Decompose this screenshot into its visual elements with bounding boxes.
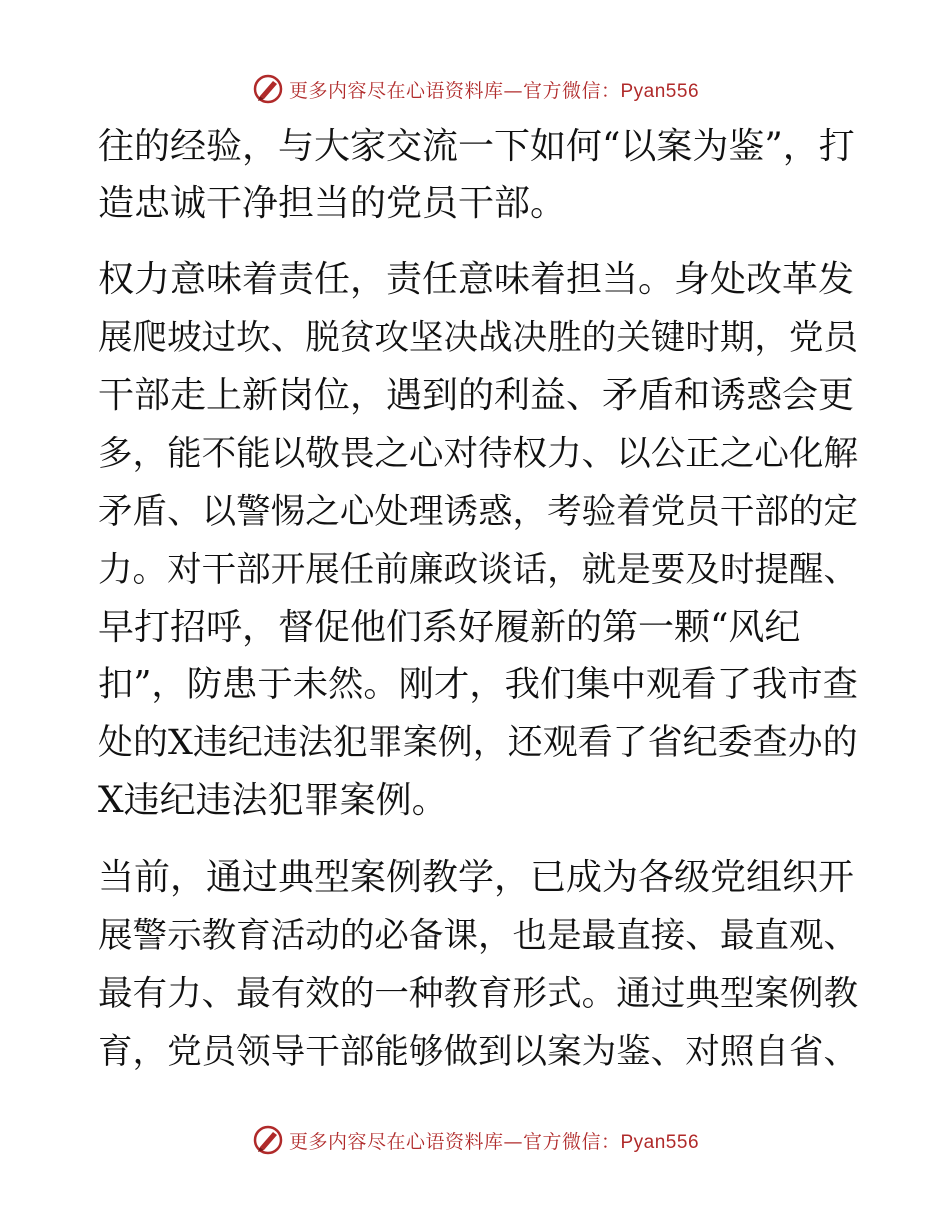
text-line: 展警示教育活动的必备课，也是最直接、最直观、 xyxy=(98,916,859,956)
text-line: 扣”，防患于未然。刚才，我们集中观看了我市查 xyxy=(98,664,858,705)
text-line: 多，能不能以敬畏之心对待权力、以公正之心化解 xyxy=(98,434,859,474)
text-line: 矛盾、以警惕之心处理诱惑，考验着党员干部的定 xyxy=(98,492,859,532)
text-line: 最有力、最有效的一种教育形式。通过典型案例教 xyxy=(98,974,859,1014)
text-line: 处的X违纪违法犯罪案例，还观看了省纪委查办的 xyxy=(98,723,858,763)
text-line: 权力意味着责任，责任意味着担当。身处改革发 xyxy=(98,259,855,300)
text-line: 力。对干部开展任前廉政谈话，就是要及时提醒、 xyxy=(98,550,859,590)
watermark-text: 更多内容尽在心语资料库—官方微信：Pyan556 xyxy=(288,79,700,102)
pen-logo-icon xyxy=(251,1123,285,1157)
footer-watermark xyxy=(0,1123,950,1157)
text-line: 当前，通过典型案例教学，已成为各级党组织开 xyxy=(98,857,855,898)
text-line: 育，党员领导干部能够做到以案为鉴、对照自省、 xyxy=(98,1032,859,1072)
text-line: 展爬坡过坎、脱贫攻坚决战决胜的关键时期，党员 xyxy=(98,318,859,358)
text-line: 干部走上新岗位，遇到的利益、矛盾和诱惑会更 xyxy=(98,375,855,416)
text-line: 早打招呼，督促他们系好履新的第一颗“风纪 xyxy=(98,607,801,648)
text-line: X违纪违法犯罪案例。 xyxy=(98,780,448,821)
text-line: 往的经验，与大家交流一下如何“以案为鉴”，打 xyxy=(98,126,855,167)
text-line: 造忠诚干净担当的党员干部。 xyxy=(98,183,567,224)
watermark-text: 更多内容尽在心语资料库—官方微信：Pyan556 xyxy=(288,1130,700,1153)
